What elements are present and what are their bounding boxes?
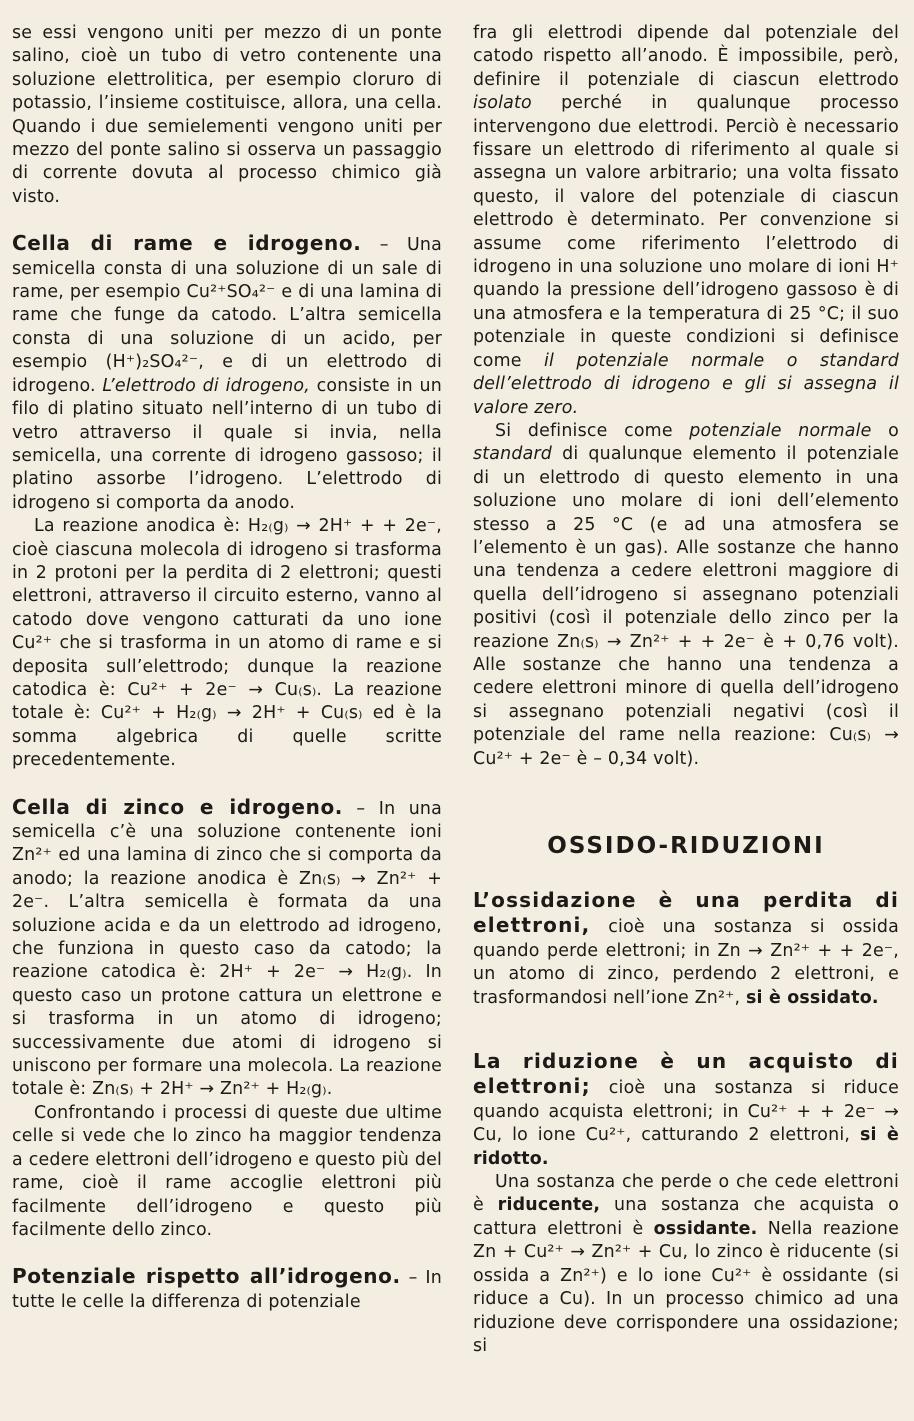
paragraph-anodic-reaction: La reazione anodica è: H₂₍g₎ → 2H⁺ + + 2e⁻, cioè ciascuna molecola di idrogeno si trasforma in 2 protoni per la perdita di 2 elettroni; questi elettroni, attraverso il circuito esterno, vanno al catodo dove vengono catturati da uno ione Cu²⁺ che si trasforma in un atomo di rame e si deposita sull’elettrodo; dunque la reazione catodica è: Cu²⁺ + 2e⁻ → Cu₍s₎. La reazione totale è: Cu²⁺ + H₂₍g₎ → 2H⁺ + Cu₍s₎ ed è la somma algebrica di quelle scritte precedentemente. [12,516,442,771]
right-column [473,22,899,1358]
paragraph-reduction: La riduzione è un acquisto di elettroni; cioè una sostanza si riduce quando acquista elettroni; in Cu²⁺ + + 2e⁻ → Cu, lo ione Cu²⁺, catturando 2 elettroni, si è ridotto. [473,1049,899,1169]
paragraph-salt-bridge: se essi vengono uniti per mezzo di un ponte salino, cioè un tubo di vetro contenente una soluzione elettrolitica, per esempio cloruro di potassio, l’insieme costituisce, allora, una cella. Quando i due semielementi vengono uniti per mezzo del ponte salino si osserva un passaggio di corrente dovuta al processo chimico già visto. [12,23,442,207]
left-column [12,22,442,1314]
paragraph-potential: Potenziale rispetto all’idrogeno. – In tutte le celle la differenza di potenziale [12,1264,442,1312]
paragraph-oxidation: L’ossidazione è una perdita di elettroni, cioè una sostanza si ossida quando perde elettroni; in Zn → Zn²⁺ + + 2e⁻, un atomo di zinco, perdendo 2 elettroni, e trasformandosi nell’ione Zn²⁺, si è ossidato. [473,888,900,1008]
paragraph-reducing-oxidizing: Una sostanza che perde o che cede elettroni è riducente, una sostanza che acquista o cattura elettroni è ossidante. Nella reazione Zn + Cu²⁺ → Zn²⁺ + Cu, lo zinco è riducente (si ossida a Zn²⁺) e lo ione Cu²⁺ è ossidante (si riduce a Cu). In un processo chimico ad una riduzione deve corrispondere una ossidazione; si [473,1172,899,1356]
paragraph-comparison: Confrontando i processi di queste due ultime celle si vede che lo zinco ha maggior tendenza a cedere elettroni dell’idrogeno e questo più del rame, cioè il rame accoglie elettroni più facilmente dell’idrogeno e questo più facilmente dello zinco. [12,1102,442,1240]
paragraph-standard-potential: Si definisce come potenziale normale o standard di qualunque elemento il potenziale di un elettrodo di questo elemento in una soluzione uno molare di ioni dell’elemento stesso a 25 °C (e ad una atmosfera se l’elemento è un gas). Alle sostanze che hanno una tendenza a cedere elettroni maggiore di quella dell’idrogeno si assegnano potenziali positivi (così il potenziale dello zinco per la reazione Zn₍s₎ → Zn²⁺ + + 2e⁻ è + 0,76 volt). Alle sostanze che hanno una tendenza a cedere elettroni minore di quella dell’idrogeno si assegnano potenziali negativi (così il potenziale del rame nella reazione: Cu₍s₎ → Cu²⁺ + 2e⁻ è – 0,34 volt). [473,420,899,769]
paragraph-zinc-cell: Cella di zinco e idrogeno. – In una semicella c’è una soluzione contenente ioni Zn²⁺ ed una lamina di zinco che si comporta da anodo; la reazione anodica è Zn₍s₎ → Zn²⁺ + 2e⁻. L’altra semicella è formata da una soluzione acida e da un elettrodo ad idrogeno, che funziona in questo caso da catodo; la reazione catodica è: 2H⁺ + 2e⁻ → H₂₍g₎. In questo caso un protone cattura un elettrone e si trasforma in un atomo di idrogeno; successivamente due atomi di idrogeno si uniscono per formare una molecola. La reazione totale è: Zn₍s₎ + 2H⁺ → Zn²⁺ + H₂₍g₎. [12,794,443,1100]
heading-zinc-hydrogen-cell: Cella di zinco e idrogeno. [12,794,343,819]
section-title: OSSIDO-RIDUZIONI [547,833,825,859]
heading-copper-hydrogen-cell: Cella di rame e idrogeno. [12,231,362,256]
paragraph-copper-cell: Cella di rame e idrogeno. – Una semicella consta di una soluzione di un sale di rame, per esempio Cu²⁺SO₄²⁻ e di una lamina di rame che funge da catodo. L’altra semicella consta di una soluzione di un acido, per esempio (H⁺)₂SO₄²⁻, e di un elettrodo di idrogeno. L’elettrodo di idrogeno, consiste in un filo di platino situato nell’interno di un tubo di vetro attraverso il quale si invia, nella semicella, una corrente di idrogeno gassoso; il platino assorbe l’idrogeno. L’elettrodo di idrogeno si comporta da anodo. [12,231,442,513]
heading-potential-hydrogen: Potenziale rispetto all’idrogeno. [12,1264,401,1289]
paragraph-reference-electrode: fra gli elettrodi dipende dal potenziale del catodo rispetto all’anodo. È impossibile, però, definire il potenziale di ciascun elettrodo isolato perché in qualunque processo intervengono due elettrodi. Perciò è necessario fissare un elettrodo di riferimento al quale si assegna un valore arbitrario; una volta fissato questo, il valore del potenziale di ciascun elettrodo è determinato. Per convenzione si assume come riferimento l’elettrodo di idrogeno in una soluzione uno molare di ioni H⁺ quando la pressione dell’idrogeno gassoso è di una atmosfera e la temperatura di 25 °C; il suo potenziale in queste condizioni si definisce come il potenziale normale o standard dell’elettrodo di idrogeno e gli si assegna il valore zero. [473,23,899,418]
